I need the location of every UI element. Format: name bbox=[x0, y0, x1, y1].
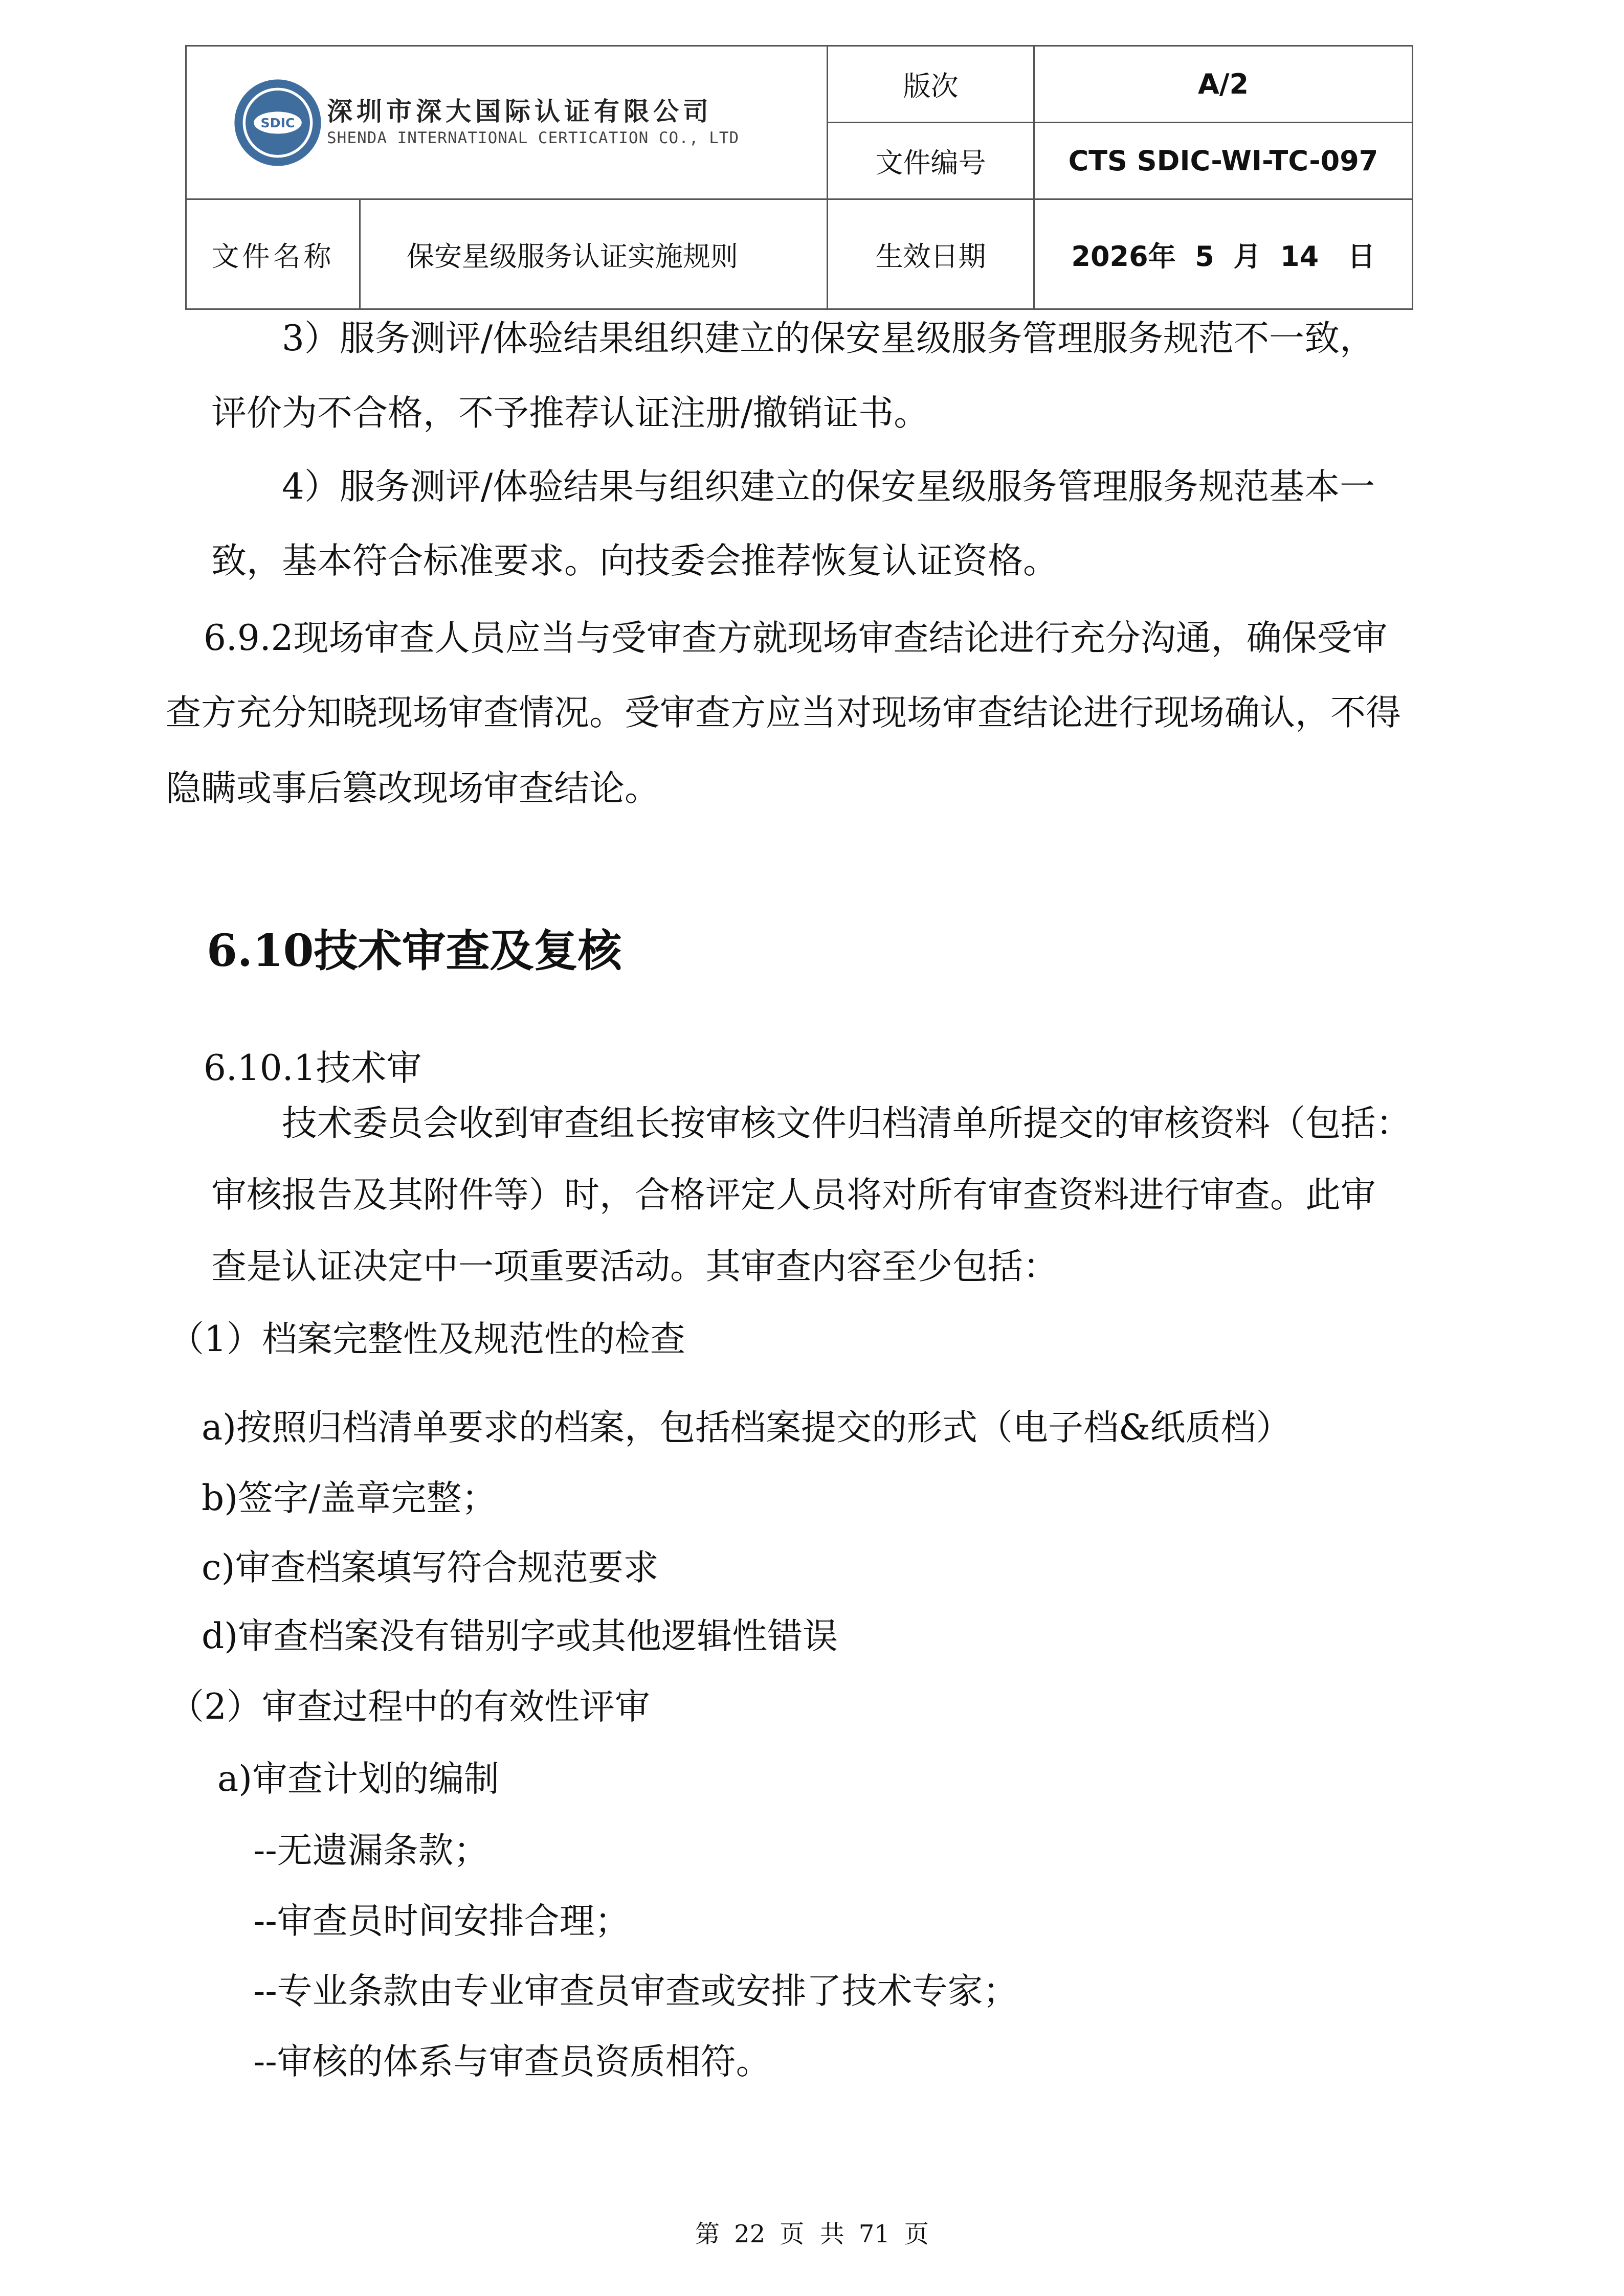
company-logo-cell bbox=[186, 46, 828, 199]
version-label: 版次 bbox=[828, 46, 1034, 123]
paragraph-4-line-2: 致，基本符合标准要求。向技委会推荐恢复认证资格。 bbox=[211, 541, 1058, 581]
dash-item-2: --审查员时间安排合理； bbox=[253, 1901, 630, 1942]
page-footer bbox=[0, 2214, 1624, 2249]
clause-6-9-2-line-2: 查方充分知晓现场审查情况。受审查方应当对现场审查结论进行现场确认，不得 bbox=[166, 692, 1401, 733]
clause-6-9-2-line-3: 隐瞒或事后篡改现场审查结论。 bbox=[166, 768, 660, 809]
logo-text: SDIC bbox=[260, 115, 295, 130]
list-item-1-b: b)签字/盖章完整； bbox=[202, 1478, 497, 1519]
clause-6-9-2-line-1: 6.9.2现场审查人员应当与受审查方就现场审查结论进行充分沟通，确保受审 bbox=[204, 618, 1388, 659]
total-pages: 71 bbox=[858, 2220, 890, 2248]
doc-number-value: CTS SDIC-WI-TC-097 bbox=[1034, 123, 1413, 199]
company-name-en: SHENDA INTERNATIONAL CERTICATION CO., LTD bbox=[327, 129, 740, 148]
section-heading-6-10: 6.10技术审查及复核 bbox=[207, 925, 622, 977]
page-number: 22 bbox=[734, 2220, 766, 2248]
doc-name-value: 保安星级服务认证实施规则 bbox=[360, 199, 828, 309]
list-item-1: （1）档案完整性及规范性的检查 bbox=[169, 1319, 685, 1360]
paragraph-4-line-1: 4）服务测评/体验结果与组织建立的保安星级服务管理服务规范基本一 bbox=[282, 466, 1375, 507]
paragraph-3-line-1: 3）服务测评/体验结果组织建立的保安星级服务管理服务规范不一致， bbox=[282, 318, 1375, 359]
effective-date-label: 生效日期 bbox=[828, 199, 1034, 309]
effective-date-value: 2026年 5 月 14 日 bbox=[1034, 199, 1413, 309]
list-item-1-d: d)审查档案没有错别字或其他逻辑性错误 bbox=[202, 1616, 838, 1657]
company-name-cn: 深圳市深大国际认证有限公司 bbox=[327, 96, 713, 126]
list-item-1-a: a)按照归档清单要求的档案，包括档案提交的形式（电子档&纸质档） bbox=[202, 1407, 1292, 1448]
company-logo-icon bbox=[232, 77, 324, 169]
footer-mid: 页 共 bbox=[780, 2220, 844, 2248]
footer-suffix: 页 bbox=[904, 2220, 929, 2248]
doc-number-label: 文件编号 bbox=[828, 123, 1034, 199]
technical-review-line-1: 技术委员会收到审查组长按审核文件归档清单所提交的审核资料（包括： bbox=[282, 1103, 1411, 1144]
subheading-6-10-1: 6.10.1技术审 bbox=[204, 1048, 422, 1089]
doc-name-label: 文件名称 bbox=[186, 199, 360, 309]
dash-item-3: --专业条款由专业审查员审查或安排了技术专家； bbox=[253, 1971, 1018, 2012]
dash-item-4: --审核的体系与审查员资质相符。 bbox=[253, 2041, 771, 2082]
version-value: A/2 bbox=[1034, 46, 1413, 123]
list-item-2: （2）审查过程中的有效性评审 bbox=[169, 1686, 650, 1727]
list-item-1-c: c)审查档案填写符合规范要求 bbox=[202, 1547, 659, 1588]
technical-review-line-2: 审核报告及其附件等）时，合格评定人员将对所有审查资料进行审查。此审 bbox=[211, 1175, 1376, 1215]
dash-item-1: --无遗漏条款； bbox=[253, 1830, 489, 1871]
paragraph-3-line-2: 评价为不合格，不予推荐认证注册/撤销证书。 bbox=[211, 393, 929, 434]
technical-review-line-3: 查是认证决定中一项重要活动。其审查内容至少包括： bbox=[211, 1246, 1058, 1287]
footer-prefix: 第 bbox=[695, 2220, 720, 2248]
list-item-2-a: a)审查计划的编制 bbox=[217, 1759, 500, 1799]
document-header-table bbox=[185, 45, 1413, 310]
